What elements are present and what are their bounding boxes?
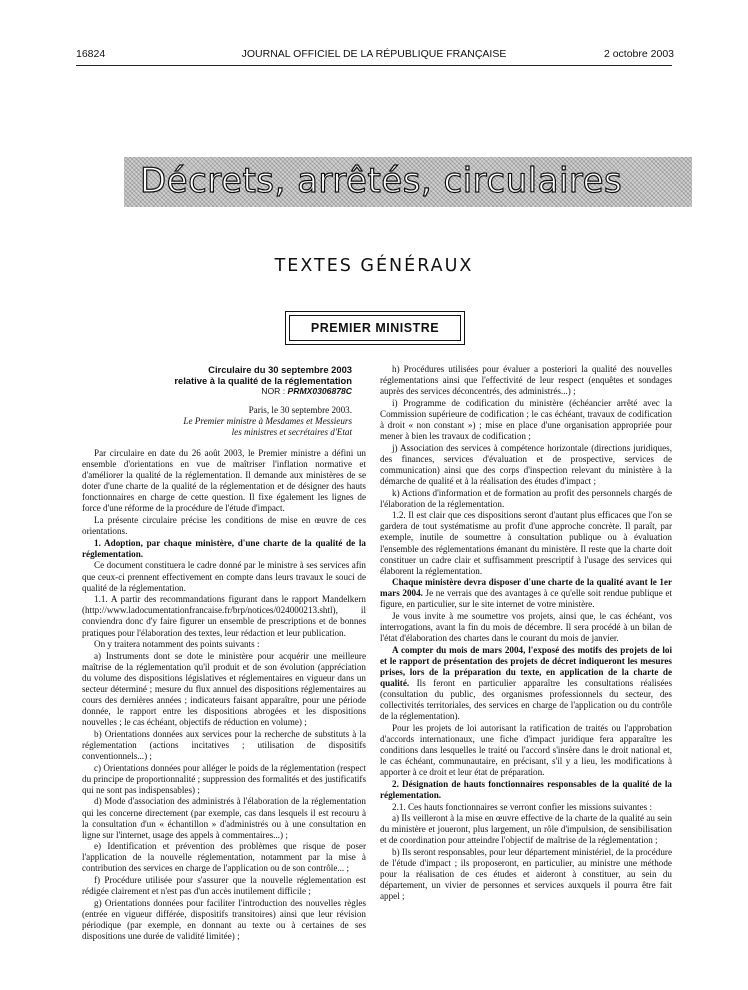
nor-label: NOR : <box>261 386 286 396</box>
deadline-text: Je ne verrais que des avantages à ce qu'elle soit rendue publique et figure, en particulier, sur le site internet de votre ministère. <box>380 588 672 610</box>
place-date: Paris, le 30 septembre 2003. <box>248 405 352 415</box>
paragraph <box>380 577 672 610</box>
header-rule <box>76 65 672 66</box>
paragraph: On y traitera notamment des points suivants : <box>94 639 260 650</box>
paragraph: Ce document constituera le cadre donné par le ministre à ses services afin que ceux-ci prennent effectivement en compte dans leurs travaux le souci de qualité de la réglementation. <box>82 560 366 593</box>
issue-date: 2 octobre 2003 <box>603 48 674 60</box>
circular-title-2: relative à la qualité de la réglementation <box>174 375 352 386</box>
nor-code: PRMX0306878C <box>287 386 352 396</box>
list-item-f: f) Procédure utilisée pour s'assurer que la nouvelle réglementation est rédigée clairement et n'est pas d'un accès inutilement difficile ; <box>82 875 366 897</box>
list-item-k: k) Actions d'information et de formation au profit des personnels chargés de l'élaboration de la réglementation. <box>380 487 672 509</box>
list-item-c: c) Orientations données pour alléger le poids de la réglementation (respect du principe de proportionnalité ; suppression des formalités et des justificatifs qui ne sont pas indispensables) ; <box>82 762 366 795</box>
list-item-a: a) Instruments dont se dote le ministère pour acquérir une meilleure maîtrise de la réglementation qu'il produit et de son évolution (appréciation du volume des dispositions législatives et réglementaires en vigueur dans un secteur déterminé ; mesure du flux annuel des dispositions réglementaires au cours des dernières années ; indicateurs faisant apparaître, pour une période donnée, le rapport entre les dispositions abrogées et les dispositions nouvelles ; le cas échéant, objectifs de réduction en volume) ; <box>82 650 366 728</box>
list-item-d: d) Mode d'association des administrés à l'élaboration de la réglementation qui les concerne directement (par exemple, cas dans lesquels il est recouru à la consultation d'un « échantillon » d'administrés ou à une consultation en ligne sur l'internet, usage des appels à commentaires...) ; <box>82 796 366 840</box>
list-item-b: b) Ils seront responsables, pour leur département ministériel, de la procédure de l'étude d'impact ; ils proposeront, en particulier, au ministre une méthode pour la réalisation de ces études et aideront à constituer, au sein du département, un vivier de personnes et services auxquels il pourra être fait appel ; <box>380 847 672 902</box>
list-item-a: a) Ils veilleront à la mise en œuvre effective de la charte de la qualité au sein du ministère et joueront, plus largement, un rôle d'impulsion, de sensibilisation et de coordination pour atteindre l'objectif de maîtrise de la réglementation ; <box>380 813 672 846</box>
list-item-e: e) Identification et prévention des problèmes que risque de poser l'application de la nouvelle réglementation, notamment par la mise à contribution des services en charge de l'application ou de son contrôle... ; <box>82 841 366 874</box>
addressee-1: Le Premier ministre à Mesdames et Messieurs <box>183 416 352 426</box>
column-left <box>82 364 366 980</box>
section-banner <box>124 157 692 207</box>
ministry-label: PREMIER MINISTRE <box>289 315 461 341</box>
paragraph: Par circulaire en date du 26 août 2003, le Premier ministre a défini un ensemble d'orientations en vue de maîtriser l'inflation normative et d'améliorer la qualité de la réglementation. Il demande aux ministères de se doter d'une charte de la qualité de la réglementation et de désigner des hauts fonctionnaires en charge de cette question. Il fixe également les lignes de force d'une réforme de la procédure de l'étude d'impact. <box>82 448 366 514</box>
paragraph: 1.1. A partir des recommandations figurant dans le rapport Mandelkern (http://www.ladocumentationfrancaise.fr/brp/notices/024000213.shtl), il conviendra donc d'y faire figurer un ensemble de prescriptions et de bonnes pratiques pour l'élaboration des textes, leur rédaction et leur publication. <box>82 594 366 638</box>
motives-text: Ils feront en particulier apparaître les consultations réalisées (consultation du public, des organismes professionnels du secteur, des collectivités territoriales, des services en charge de l'application ou du contrôle de la réglementation). <box>380 678 672 722</box>
running-header <box>0 48 748 64</box>
deadline-bold: Chaque ministère devra disposer d'une charte de la qualité avant le 1er mars 2004. <box>380 577 672 599</box>
list-item-i: i) Programme de codification du ministère (échéancier arrêté avec la Commission supérieure de codification ; le cas échéant, travaux de codification à droit « non constant ») ; mise en place d'une organisation appropriée pour mener à bien les travaux de codification ; <box>380 397 672 442</box>
page-number: 16824 <box>76 48 106 60</box>
paragraph: 2.1. Ces hauts fonctionnaires se verront confier les missions suivantes : <box>392 801 653 812</box>
addressee-2: les ministres et secrétaires d'Etat <box>231 427 352 437</box>
motives-bold: A compter du mois de mars 2004, l'exposé des motifs des projets de loi et le rapport de présentation des projets de décret indiqueront les mesures prises, lors de la préparation du texte, en application de la charte de qualité. <box>380 644 672 689</box>
journal-title: JOURNAL OFFICIEL DE LA RÉPUBLIQUE FRANÇAISE <box>241 48 507 60</box>
nor-reference <box>82 386 366 397</box>
section-heading-1: 1. Adoption, par chaque ministère, d'une charte de la qualité de la réglementation. <box>82 537 366 559</box>
list-item-j: j) Association des services à compétence horizontale (directions juridiques, des finances, services d'évaluation et de prospective, services de communication) ainsi que des corps d'inspection relevant du ministère à la démarche de qualité et à la réalisation des études d'impact ; <box>380 442 672 486</box>
list-item-g: g) Orientations données pour faciliter l'introduction des nouvelles règles (entrée en vigueur différée, dispositifs transitoires) ainsi que leur révision périodique (par exemple, en donnant au texte ou à certaines de ses dispositions une durée de validité limitée) ; <box>82 897 366 942</box>
paragraph: Je vous invite à me soumettre vos projets, ainsi que, le cas échéant, vos interrogations, avant la fin du mois de décembre. Il sera procédé à un bilan de l'état d'élaboration des chartes dans le courant du mois de janvier. <box>380 611 672 644</box>
paragraph: Pour les projets de loi autorisant la ratification de traités ou l'approbation d'accords internationaux, une fiche d'impact juridique fera apparaître les conditions dans lesquelles le traité ou l'accord s'insère dans le droit national et, le cas échéant, communautaire, en précisant, s'il y a lieu, les modifications à apporter à ce droit et leur état de préparation. <box>380 723 672 778</box>
list-item-h: h) Procédures utilisées pour évaluer a posteriori la qualité des nouvelles réglementations ainsi que l'effectivité de leur respect (enquêtes et sondages auprès des services déconcentrés, des administrés...) ; <box>380 364 672 397</box>
column-right <box>380 364 672 980</box>
banner-title: Décrets, arrêtés, circulaires <box>140 161 623 201</box>
section-title: TEXTES GÉNÉRAUX <box>274 256 474 276</box>
section-heading-2: 2. Désignation de hauts fonctionnaires responsables de la qualité de la réglementation. <box>380 778 672 801</box>
paragraph: 1.2. Il est clair que ces dispositions seront d'autant plus efficaces que l'on se gardera de tout systématisme au profit d'une approche concrète. Il paraît, par exemple, inutile de soumettre à consultation publique ou à évaluation l'ensemble des réglementations émanant du ministère. Il reste que la charte doit constituer un cadre clair et suffisamment prescriptif à l'usage des services qui élaborent la réglementation. <box>380 510 672 576</box>
circular-title-1: Circulaire du 30 septembre 2003 <box>208 364 352 375</box>
paragraph: La présente circulaire précise les conditions de mise en œuvre de ces orientations. <box>82 515 366 537</box>
ministry-box <box>285 311 465 345</box>
list-item-b: b) Orientations données aux services pour la recherche de substituts à la réglementation (actions incitatives ; utilisation de dispositifs conventionnels...) ; <box>82 728 366 762</box>
paragraph <box>380 645 672 723</box>
